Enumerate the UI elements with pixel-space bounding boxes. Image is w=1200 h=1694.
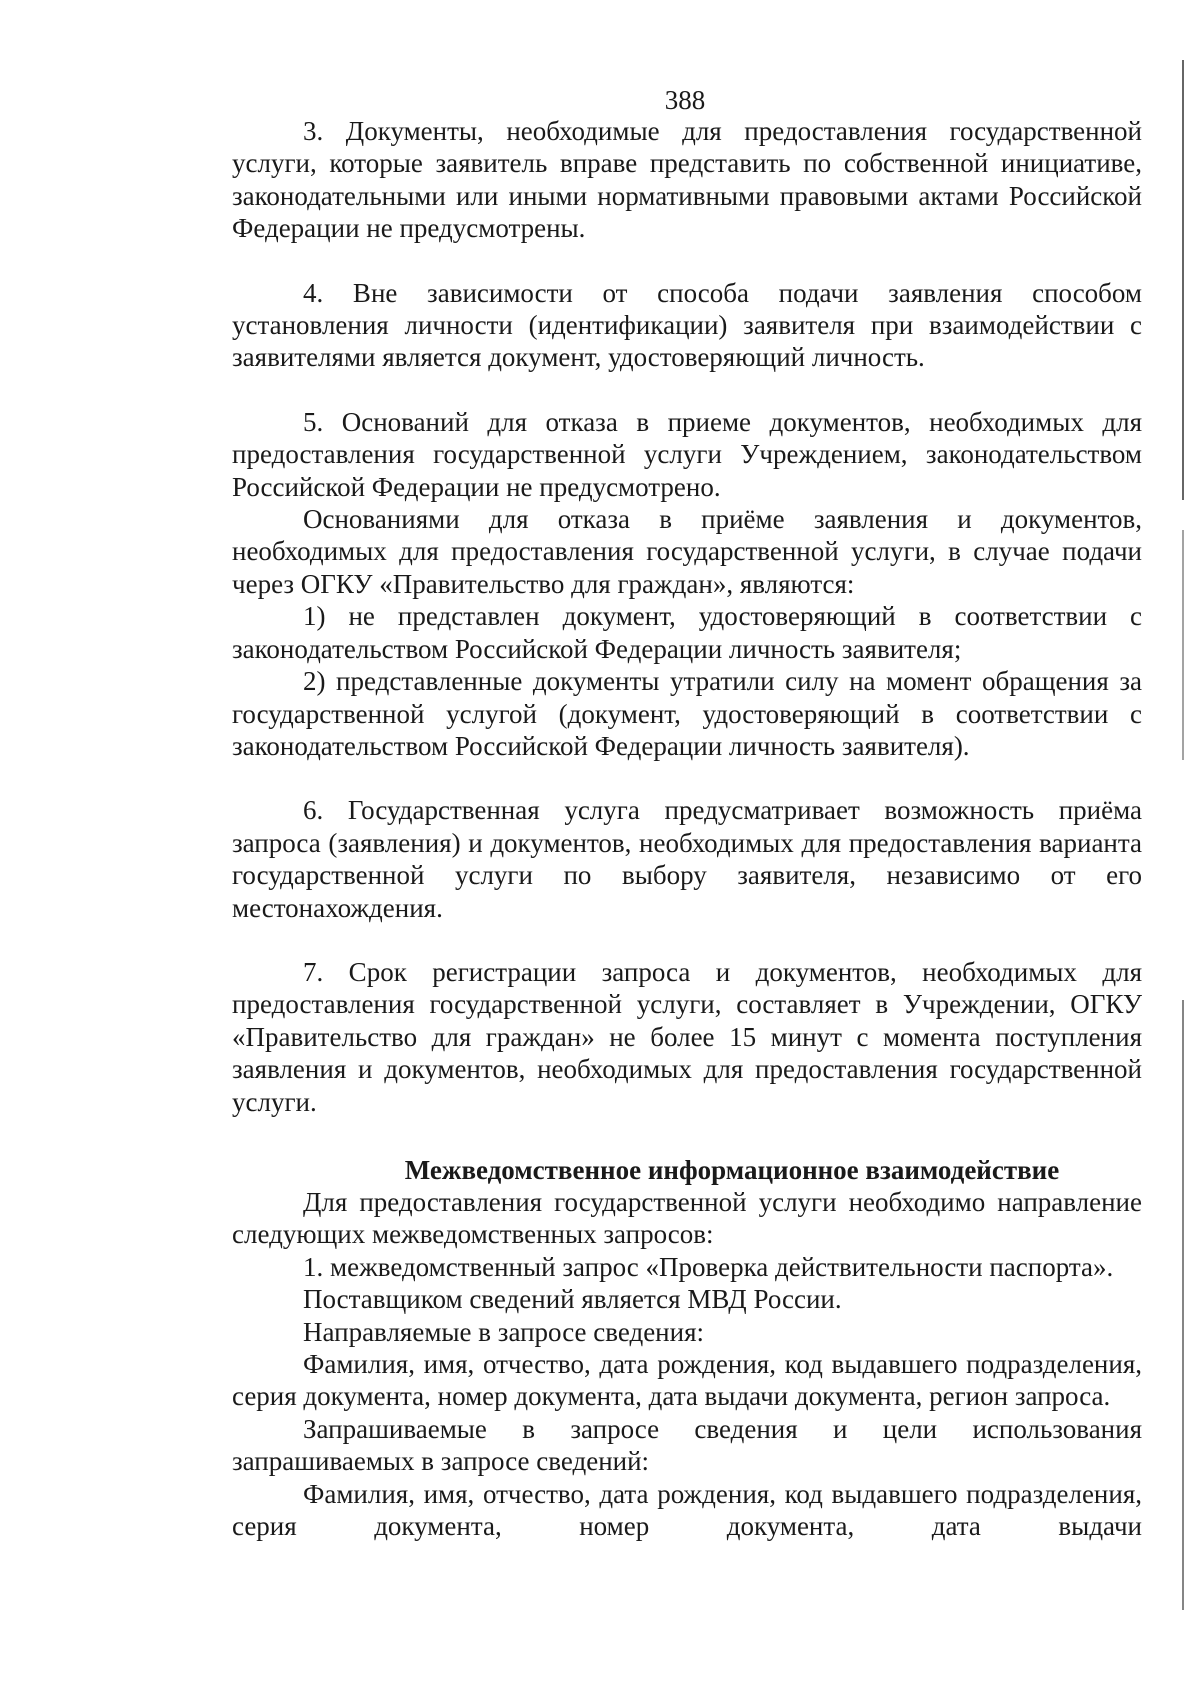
paragraph-3: 3. Документы, необходимые для предоставления государственной услуги, которые заявитель вправе представить по собственной инициативе, законодательными или иными нормативными правовыми актами Российской Федерации не предусмотрены. — [232, 116, 1142, 244]
paragraph-5-ground-1: 1) не представлен документ, удостоверяющий в соответствии с законодательством Российской Федерации личность заявителя; — [232, 601, 1142, 664]
scan-edge-line — [1182, 60, 1184, 500]
section-intro: Для предоставления государственной услуги необходимо направление следующих межведомственных запросов: — [232, 1186, 1142, 1250]
page-number: 388 — [664, 85, 706, 115]
request-item-1: 1. межведомственный запрос «Проверка действительности паспорта». — [303, 1251, 1114, 1282]
paragraph-7: 7. Срок регистрации запроса и документов, необходимых для предоставления государственной услуги, составляет в Учреждении, ОГКУ «Правительство для граждан» не более 15 минут с момента поступления заявления и документов, необходимых для предоставления государственной услуги. — [232, 956, 1142, 1117]
scan-edge-line — [1182, 1000, 1184, 1610]
paragraph-4: 4. Вне зависимости от способа подачи заявления способом установления личности (идентификации) заявителя при взаимодействии с заявителями является документ, удостоверяющий личность. — [232, 277, 1142, 373]
scan-edge-line — [1182, 530, 1184, 760]
requested-info-label: Запрашиваемые в запросе сведения и цели использования запрашиваемых в запросе сведений: — [232, 1413, 1142, 1477]
document-body — [232, 115, 1142, 1542]
supplier-text: Поставщиком сведений является МВД России. — [303, 1284, 842, 1315]
sent-info-label: Направляемые в запросе сведения: — [303, 1316, 704, 1347]
paragraph-5: 5. Оснований для отказа в приеме документов, необходимых для предоставления государственной услуги Учреждением, законодательством Российской Федерации не предусмотрено. — [232, 406, 1142, 502]
section-heading: Межведомственное информационное взаимодействие — [404, 1154, 1060, 1185]
paragraph-5-grounds: Основаниями для отказа в приёме заявления и документов, необходимых для предоставления государственной услуги, в случае подачи через ОГКУ «Правительство для граждан», являются: — [232, 504, 1142, 599]
paragraph-5-ground-2: 2) представленные документы утратили силу на момент обращения за государственной услугой (документ, удостоверяющий в соответствии с законодательством Российской Федерации личность заявителя). — [232, 666, 1142, 761]
requested-info-fields: Фамилия, имя, отчество, дата рождения, код выдавшего подразделения, серия документа, номер документа, дата выдачи — [232, 1478, 1142, 1542]
sent-info-fields: Фамилия, имя, отчество, дата рождения, код выдавшего подразделения, серия документа, номер документа, дата выдачи документа, регион запроса. — [232, 1349, 1142, 1412]
paragraph-6: 6. Государственная услуга предусматривает возможность приёма запроса (заявления) и документов, необходимых для предоставления варианта государственной услуги по выбору заявителя, независимо от его местонахождения. — [232, 795, 1142, 923]
